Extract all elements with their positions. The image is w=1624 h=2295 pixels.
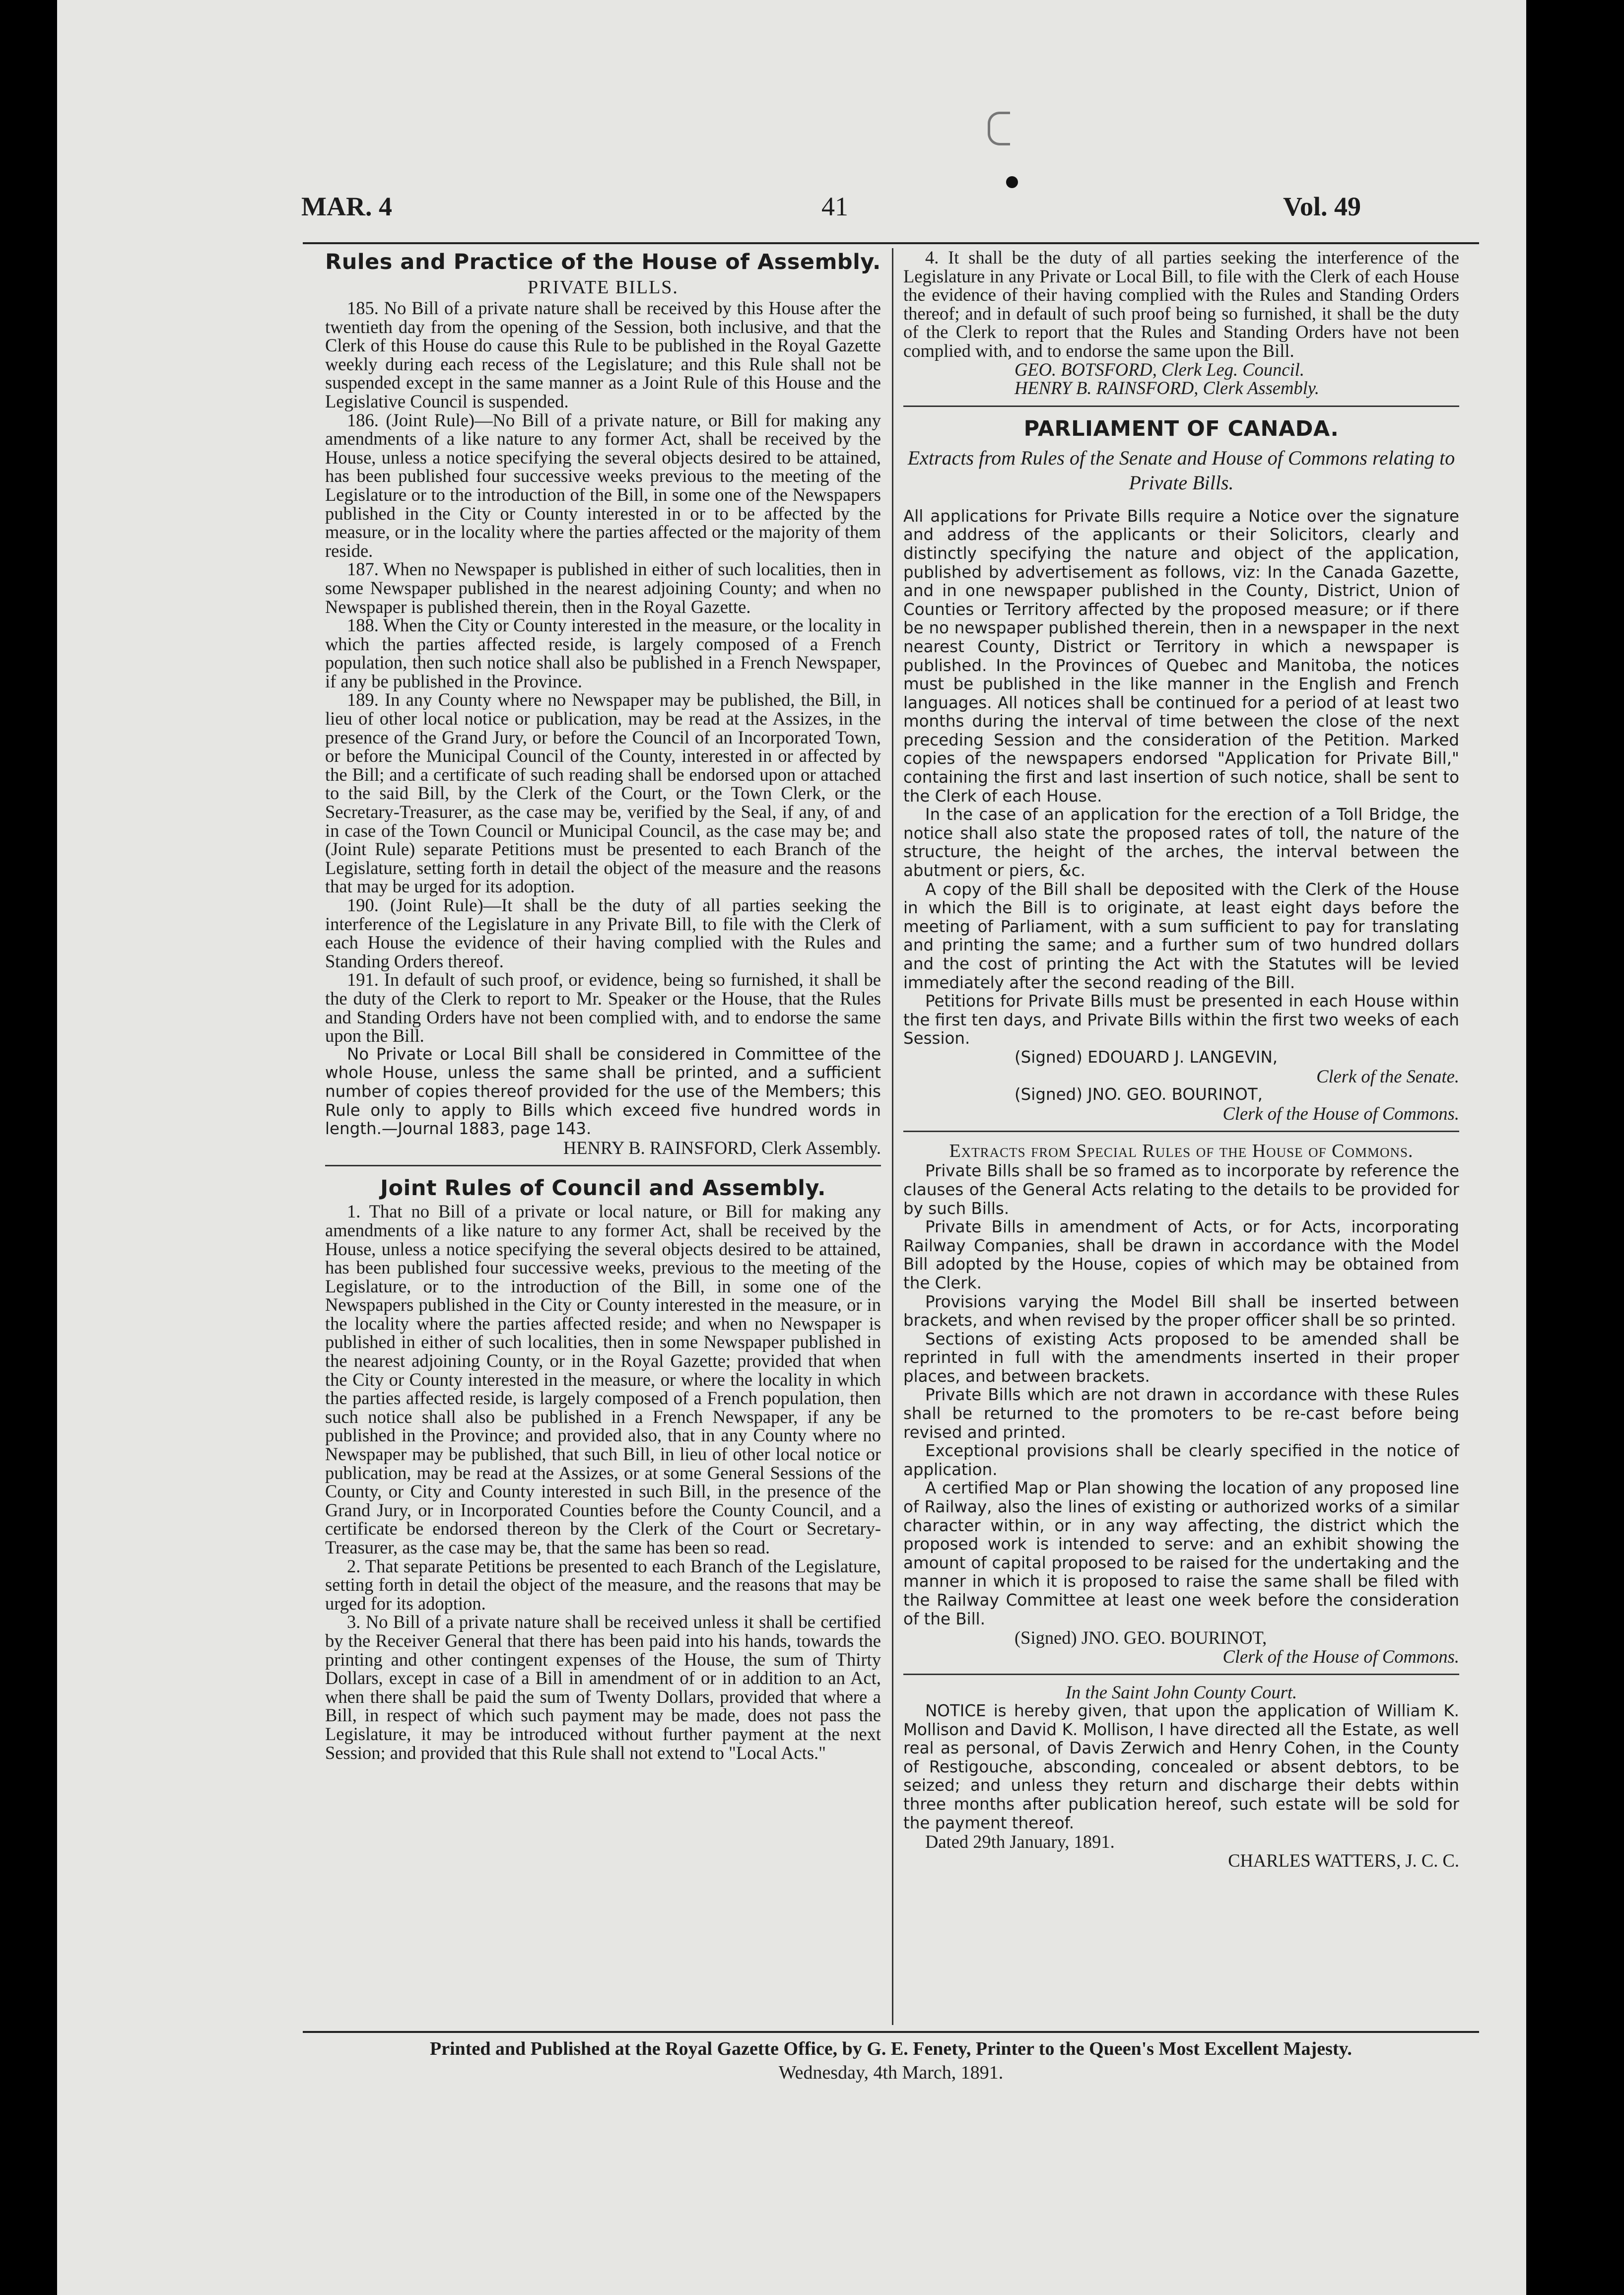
special-rule-exceptional: Exceptional provisions shall be clearly specified in the notice of application. (903, 1441, 1459, 1479)
joint-rules-title: Joint Rules of Council and Assembly. (380, 1176, 826, 1201)
imprint (303, 2037, 1479, 2085)
rule-185: 185. No Bill of a private nature shall be received by this House after the twentieth day from the opening of the Session, both inclusive, and that the Clerk of this House do cause this Rule to be published in the Royal Gazette weekly during each recess of the Legislature; and this Rule shall not be suspended except in the same manner as a Joint Rule of this House and the Legislative Council is suspended. (325, 298, 881, 411)
left-column (325, 248, 881, 1762)
special-rule-sections: Sections of existing Acts proposed to be amended shall be reprinted in full with the amendments inserted in their proper places, and between brackets. (903, 1329, 1459, 1386)
rule-190: 190. (Joint Rule)—It shall be the duty of all parties seeking the interference of the Legislature in any Private Bill, to file with the Clerk of each House the evidence of their having complied with the Rules and Standing Orders thereof. (325, 895, 881, 971)
special-rules-heading: Extracts from Special Rules of the House of Commons. (949, 1141, 1414, 1162)
special-rule-map: A certified Map or Plan showing the location of any proposed line of Railway, also the lines of existing or authorized works of a similar character within, or in any way affecting, the district which the proposed work is intended to serve: and an exhibit showing the amount of capital proposed to be raised for the undertaking and the manner in which it is proposed to raise the same shall be filed with the Railway Committee at least one week before the consideration of the Bill. (903, 1479, 1459, 1628)
section-rule (903, 1131, 1459, 1132)
header-rule (303, 242, 1479, 244)
rule-186: 186. (Joint Rule)—No Bill of a private nature, or Bill for making any amendments of a like nature to any former Act, shall be received by the House, unless a notice specifying the several objects desired to be attained, has been published four successive weeks previous to the meeting of the Legislature or to the introduction of the Bill, in some one of the Newspapers published in the City or County interested in or to be affected by the measure, or in the locality where the parties affected or the majority of them reside. (325, 409, 881, 561)
footer-rule (303, 2031, 1479, 2033)
parliament-title: PARLIAMENT OF CANADA. (1023, 416, 1339, 441)
signature-bourinot-2-title: Clerk of the House of Commons. (1222, 1646, 1459, 1667)
right-column (903, 248, 1459, 1870)
private-bills-heading: PRIVATE BILLS. (528, 277, 678, 298)
joint-rule-4: 4. It shall be the duty of all parties seeking the interference of the Legislature in any Private or Local Bill, to file with the Clerk of each House the evidence of their having complied with the Rules and Standing Orders thereof; and in default of such proof being so furnished, it shall be the duty of the Clerk to report that the Rules and Standing Orders have not been complied with, and to endorse the same upon the Bill. (903, 247, 1459, 361)
special-rule-varying: Provisions varying the Model Bill shall be inserted between brackets, and when revised by the proper officer shall be so printed. (903, 1292, 1459, 1330)
rule-188: 188. When the City or County interested in the measure, or the locality in which the parties affected reside, is largely composed of a French population, then such notice shall also be published in a French Newspaper, if any be published in the Province. (325, 615, 881, 691)
section-rule (903, 405, 1459, 407)
section-rule (903, 1674, 1459, 1675)
section-rule (325, 1165, 881, 1166)
rules-title: Rules and Practice of the House of Assembly. (325, 250, 881, 274)
joint-rule-1: 1. That no Bill of a private or local nature, or Bill for making any amendments of a like nature to any former Act, shall be received by the House, unless a notice specifying the several objects desired to be attained, has been published four successive weeks, previous to the meeting of the Legislature, or to the introduction of the Bill, in some one of the Newspapers published in the City or County interested in the measure, or in the locality where the parties affected reside; and when no Newspaper is published in either of such localities, then in some Newspaper published in the nearest adjoining County, or in the Royal Gazette; provided that when the City or County interested in the measure, or where the locality in which the parties affected reside, is largely composed of a French population, then such notice shall also be published in a French Newspaper, if any be published in the Province; and provided also, that in any County where no Newspaper may be published, that such Bill, in lieu of other local notice or publication, may be read at the Assizes, or at some General Sessions of the County, or City and County interested in such Bill, in the presence of the Grand Jury, or in Incorporated Counties before the County Council, and a certificate be endorsed thereon by the Clerk of the Court or Secretary-Treasurer, as the case may be, that the same has been so read. (325, 1201, 881, 1557)
column-divider (892, 248, 893, 2025)
ink-dot (1006, 176, 1018, 188)
joint-rule-2: 2. That separate Petitions be presented to each Branch of the Legislature, setting forth in detail the object of the measure, and the reasons that may be urged for its adoption. (325, 1555, 881, 1614)
special-rule-not-drawn: Private Bills which are not drawn in accordance with these Rules shall be returned to the promoters to be re-cast before being revised and printed. (903, 1385, 1459, 1442)
toll-bridge-paragraph: In the case of an application for the erection of a Toll Bridge, the notice shall also state the proposed rates of toll, the nature of the structure, the height of the arches, the interval between the abutment or piers, &c. (903, 805, 1459, 880)
applications-paragraph: All applications for Private Bills require a Notice over the signature and address of the applicants or their Solicitors, clearly and distinctly specifying the nature and object of the application, published by advertisement as follows, viz: In the Canada Gazette, and in one newspaper published in the County, District, Union of Counties or Territory affected by the proposed measure; or if there be no newspaper published therein, then in a newspaper in the next nearest County, District or Territory in which a newspaper is published. In the Provinces of Quebec and Manitoba, the notices must be published in the like manner in the English and French languages. All notices shall be continued for a period of at least two months during the interval of time between the close of the next preceding Session and the consideration of the Petition. Marked copies of the newspapers endorsed "Application for Private Bill," containing the first and last insertion of such notice, shall be sent to the Clerk of each House. (903, 506, 1459, 806)
signature-watters: CHARLES WATTERS, J. C. C. (1228, 1850, 1459, 1871)
rule-189: 189. In any County where no Newspaper may be published, the Bill, in lieu of other local notice or publication, may be read at the Assizes, in the presence of the Grand Jury, or before the Council of an Incorporated Town, or before the Municipal Council of the County, interested in or affected by the Bill; and a certificate of such reading shall be endorsed upon or attached to the said Bill, by the Clerk of the Court, or the Town Clerk, or the Secretary-Treasurer, as the case may be, verified by the Seal, if any, of and in case of the Town Council or Municipal Council, as the case may be; and (Joint Rule) separate Petitions must be presented to each Branch of the Legislature, setting forth in detail the object of the measure and the reasons that may be urged for its adoption. (325, 689, 881, 897)
rule-191: 191. In default of such proof, or evidence, being so furnished, it shall be the duty of the Clerk to report to Mr. Speaker or the House, that the Rules and Standing Orders have not been complied with, and to endorse the same upon the Bill. (325, 969, 881, 1046)
signature-bourinot-2: (Signed) JNO. GEO. BOURINOT, (1015, 1627, 1267, 1648)
signature-rainsford: HENRY B. RAINSFORD, Clerk Assembly. (563, 1137, 881, 1158)
signature-bourinot: (Signed) JNO. GEO. BOURINOT, (1015, 1085, 1263, 1104)
special-rule-amendment: Private Bills in amendment of Acts, or for Acts, incorporating Railway Companies, shall be drawn in accordance with the Model Bill adopted by the House, copies of which may be obtained from the Clerk. (903, 1217, 1459, 1292)
issue-date: MAR. 4 (301, 192, 392, 221)
imprint-line-1: Printed and Published at the Royal Gazette Office, by G. E. Fenety, Printer to the Queen's Most Excellent Majesty. (430, 2038, 1352, 2059)
bill-copy-paragraph: A copy of the Bill shall be deposited with the Clerk of the House in which the Bill is to originate, at least eight days before the meeting of Parliament, with a sum sufficient to pay for translating and printing the same; and a further sum of two hundred dollars and the cost of printing the Act with the Statutes will be levied immediately after the second reading of the Bill. (903, 879, 1459, 992)
signature-botsford: GEO. BOTSFORD, Clerk Leg. Council. (1015, 359, 1304, 380)
imprint-line-2: Wednesday, 4th March, 1891. (778, 2062, 1004, 2083)
parliament-subtitle: Extracts from Rules of the Senate and House of Commons relating to Private Bills. (907, 446, 1455, 494)
rule-187: 187. When no Newspaper is published in either of such localities, then in some Newspaper published in the nearest adjoining County; and when no Newspaper is published therein, then in the Royal Gazette. (325, 559, 881, 617)
printed-bill-rule: No Private or Local Bill shall be considered in Committee of the whole House, unless the same shall be printed, and a sufficient number of copies thereof provided for the use of the Members; this Rule only to apply to Bills which exceed five hundred words in length.—Journal 1883, page 143. (325, 1044, 881, 1139)
notice-text: NOTICE is hereby given, that upon the application of William K. Mollison and David K. Mollison, I have directed all the Estate, as well real as personal, of Davis Zerwich and Henry Cohen, in the County of Restigouche, absconding, concealed or absent debtors, to be seized; and unless they return and discharge their debts within three months after publication hereof, such estate will be sold for the payment thereof. (903, 1701, 1459, 1832)
signature-bourinot-title: Clerk of the House of Commons. (1222, 1103, 1459, 1124)
signature-langevin: (Signed) EDOUARD J. LANGEVIN, (1015, 1047, 1278, 1067)
court-heading: In the Saint John County Court. (1065, 1682, 1297, 1703)
petitions-paragraph: Petitions for Private Bills must be presented in each House within the first ten days, and Private Bills within the first two weeks of each Session. (903, 992, 1459, 1048)
pencil-mark (988, 112, 1010, 145)
volume-number: Vol. 49 (1283, 192, 1361, 221)
signature-rainsford-2: HENRY B. RAINSFORD, Clerk Assembly. (1015, 378, 1320, 399)
page-number: 41 (821, 192, 848, 221)
gazette-page (57, 0, 1526, 2295)
signature-langevin-title: Clerk of the Senate. (1316, 1066, 1459, 1086)
notice-dated: Dated 29th January, 1891. (925, 1831, 1115, 1852)
special-rule-framed: Private Bills shall be so framed as to incorporate by reference the clauses of the General Acts relating to the details to be provided for by such Bills. (903, 1161, 1459, 1218)
joint-rule-3: 3. No Bill of a private nature shall be received unless it shall be certified by the Receiver General that there has been paid into his hands, towards the printing and other contingent expenses of the House, the sum of Thirty Dollars, except in case of a Bill in amendment of or in addition to an Act, when there shall be paid the sum of Twenty Dollars, provided that where a Bill, in respect of which such payment may be made, does not pass the Legislature, it may be introduced without further payment at the next Session; and provided that this Rule shall not extend to "Local Acts." (325, 1612, 881, 1763)
